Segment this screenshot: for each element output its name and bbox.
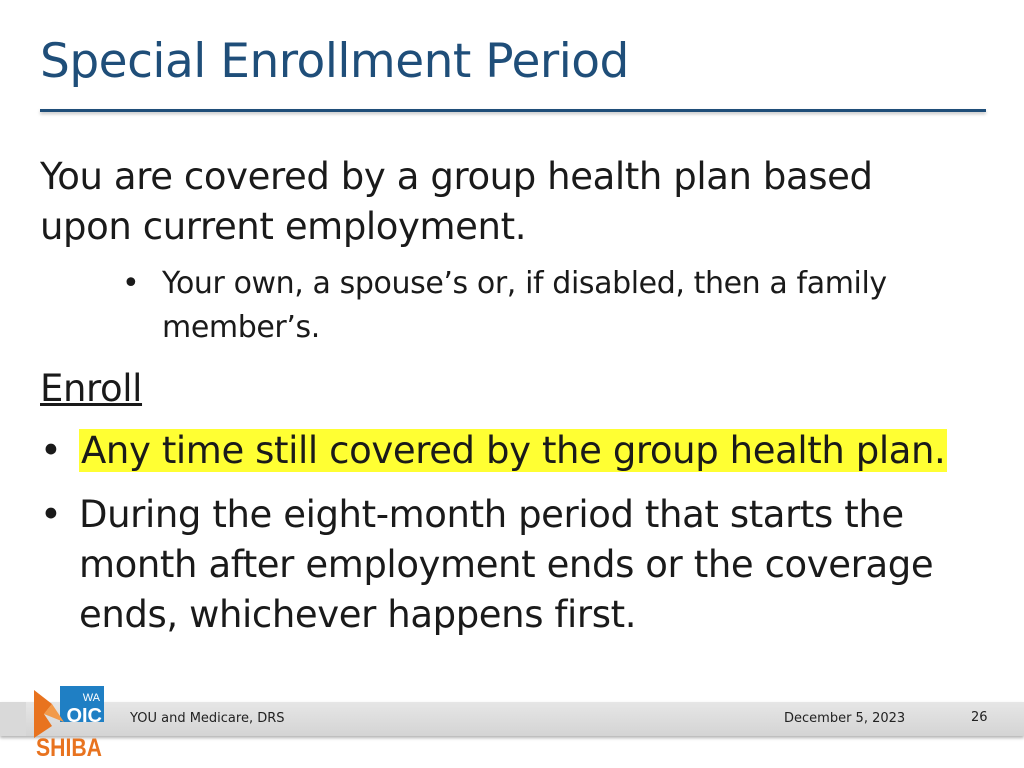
title-divider: [40, 109, 986, 112]
sub-bullet-item: [122, 262, 942, 350]
bullet-icon: •: [40, 429, 62, 472]
enroll-heading: Enroll: [40, 367, 143, 410]
logo-shiba-text: SHIBA: [36, 734, 102, 762]
footer-date: December 5, 2023: [784, 711, 906, 726]
bullet-item-2: [40, 490, 980, 640]
intro-paragraph: You are covered by a group health plan based upon current employment.: [40, 155, 873, 248]
slide-title: Special Enrollment Period: [40, 34, 629, 89]
bullet-icon: •: [40, 493, 62, 536]
logo-oic-text: OIC: [66, 705, 102, 727]
highlighted-bullet-text: Any time still covered by the group health plan.: [81, 429, 946, 472]
logo-wa-text: WA: [82, 692, 100, 704]
shiba-logo: [30, 684, 120, 768]
sub-bullet-text: Your own, a spouse’s or, if disabled, then a family member’s.: [162, 266, 887, 345]
footer-presentation-title: YOU and Medicare, DRS: [130, 711, 285, 726]
bullet-item-1: [40, 426, 980, 476]
bullet-icon: •: [122, 266, 140, 301]
footer-left-tab: [0, 702, 26, 736]
bullet-text: During the eight-month period that starts the month after employment ends or the coverage ends, whichever happens first.: [79, 493, 934, 636]
footer-page-number: 26: [971, 710, 988, 725]
